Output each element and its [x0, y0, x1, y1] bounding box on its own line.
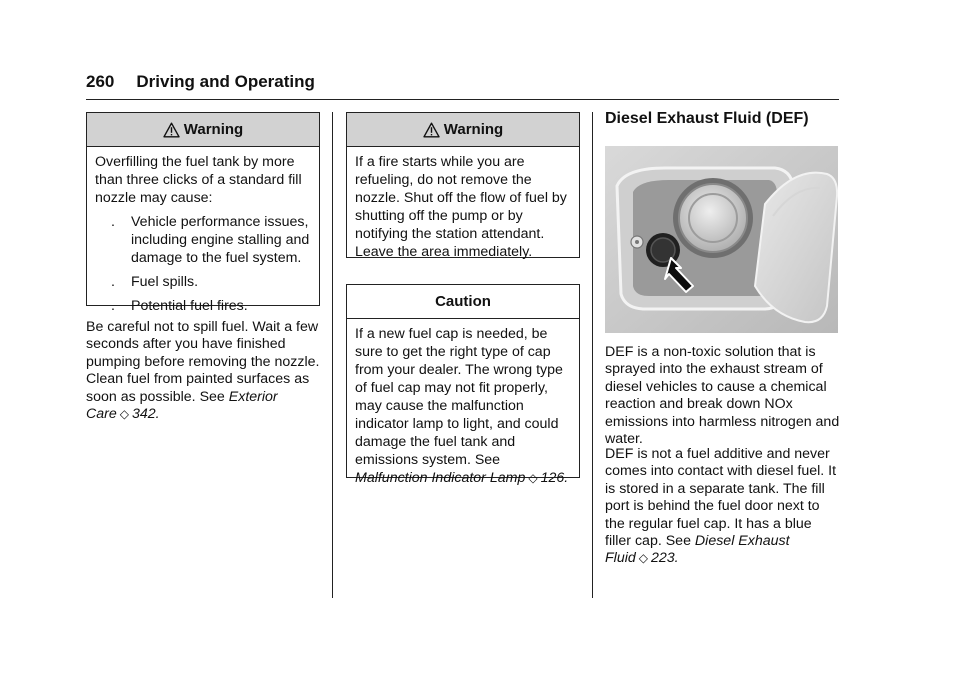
warning-icon [163, 122, 180, 138]
warning-body [87, 147, 319, 327]
page-ref-icon: ◇ [119, 407, 129, 422]
column-divider-left [332, 112, 333, 598]
warning-box-fire [346, 112, 580, 258]
page-ref-icon: ◇ [638, 551, 648, 566]
def-section-title: Diesel Exhaust Fluid (DEF) [605, 110, 809, 127]
warning-text: If a fire starts while you are refueling, do not remove the nozzle. Shut off the flow of fuel by shutting off the pump or by notifying the station attendant. Leave the area immediately. [355, 154, 567, 260]
list-item [95, 297, 311, 315]
warning-header [87, 113, 319, 147]
page-ref-number[interactable]: 126. [540, 470, 569, 486]
link-diesel-exhaust-fluid[interactable]: Diesel Exhaust Fluid [605, 533, 790, 567]
link-exterior-care[interactable]: Exterior Care [86, 388, 278, 423]
list-item [95, 273, 311, 291]
spill-paragraph [86, 319, 322, 423]
caution-text: If a new fuel cap is needed, be sure to get the right type of cap from your dealer. The wrong type of fuel cap may not fit properly, may cause the malfunction indicator lamp to light, and could damage the fuel tank and emissions system. See [355, 326, 563, 468]
page-number: 260 [86, 72, 115, 91]
page-ref-number[interactable]: 223. [651, 550, 679, 567]
header-rule [86, 99, 839, 100]
caution-body [347, 319, 579, 493]
fuel-door-photo [605, 146, 838, 333]
warning-title: Warning [443, 121, 504, 138]
warning-bullets [95, 213, 311, 315]
caution-text-block [355, 325, 571, 487]
warning-header [347, 113, 579, 147]
def-paragraph-1: DEF is a non-toxic solution that is sprayed into the exhaust stream of diesel vehicles to cause a chemical reaction and break down NOx emissions into harmless nitrogen and water. [605, 344, 840, 448]
list-item [95, 213, 311, 267]
warning-intro: Overfilling the fuel tank by more than three clicks of a standard fill nozzle may cause: [95, 154, 302, 206]
bullet-text: Potential fuel fires. [131, 298, 248, 314]
bullet-text: Fuel spills. [131, 274, 199, 290]
bullet-text: Vehicle performance issues, including engine stalling and damage to the fuel system. [131, 214, 310, 266]
column-divider-right [592, 112, 593, 598]
warning-icon [423, 122, 440, 138]
page-ref-icon: ◇ [528, 471, 538, 485]
page-ref-number[interactable]: 342. [132, 406, 160, 423]
warning-title: Warning [183, 121, 244, 138]
def-text: DEF is not a fuel additive and never comes into contact with diesel fuel. It is stored in a separate tank. The fill port is behind the fuel door next to the regular fuel cap. It has a blue filler cap. See [605, 446, 837, 550]
bullet-marker: . [111, 214, 115, 230]
spill-text: Be careful not to spill fuel. Wait a few seconds after you have finished pumping before removing the nozzle. Clean fuel from painted surfaces as soon as possible. See [86, 319, 320, 405]
caution-header [347, 285, 579, 319]
section-title-header: Driving and Operating [136, 72, 315, 91]
bullet-marker: . [111, 274, 115, 290]
warning-box-overfill [86, 112, 320, 314]
caution-box [346, 284, 580, 486]
link-malfunction-indicator-lamp[interactable]: Malfunction Indicator Lamp [355, 470, 526, 486]
caution-title: Caution [435, 293, 491, 310]
def-paragraph-2 [605, 446, 841, 568]
bullet-marker: . [111, 298, 115, 314]
page-header [86, 72, 315, 92]
warning-body [347, 147, 579, 267]
